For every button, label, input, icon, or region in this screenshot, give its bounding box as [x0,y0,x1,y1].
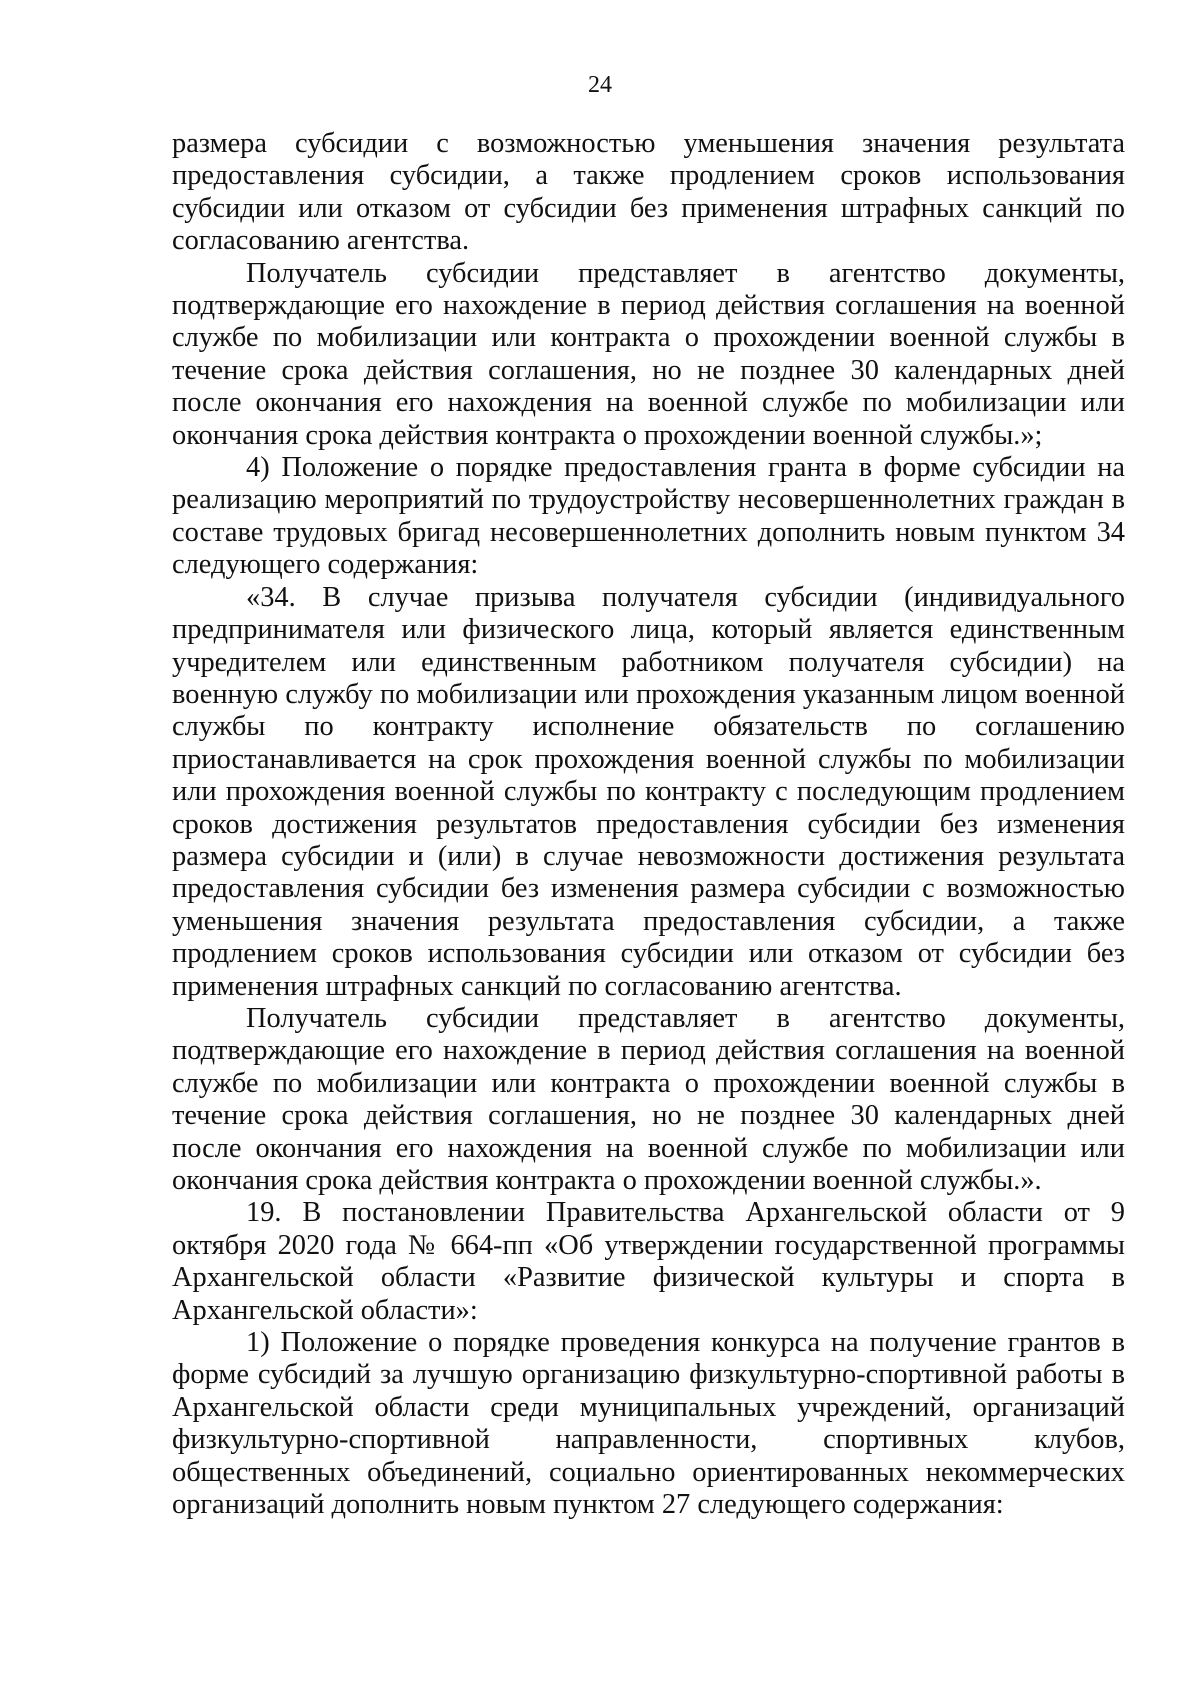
paragraph-item-19: 19. В постановлении Правительства Архангельской области от 9 октября 2020 года № 664-пп «Об утверждении государственной программы Архангельской области «Развитие физической культуры и спорта в Архангельской области»: [172,1197,1125,1326]
paragraph-recipient-documents-2: Получатель субсидии представляет в агентство документы, подтверждающие его нахождение в период действия соглашения на военной службе по мобилизации или контракта о прохождении военной службы в течение срока действия соглашения, но не позднее 30 календарных дней после окончания его нахождения на военной службе по мобилизации или окончания срока действия контракта о прохождении военной службы.». [172,1002,1125,1196]
page-number: 24 [588,72,612,98]
paragraph-continuation: размера субсидии с возможностью уменьшения значения результата предоставления субсидии, а также продлением сроков использования субсидии или отказом от субсидии без применения штрафных санкций по согласованию агентства. [172,128,1125,257]
paragraph-clause-34: «34. В случае призыва получателя субсидии (индивидуального предпринимателя или физического лица, который является единственным учредителем или единственным работником получателя субсидии) на военную службу по мобилизации или прохождения указанным лицом военной службы по контракту исполнение обязательств по соглашению приостанавливается на срок прохождения военной службы по мобилизации или прохождения военной службы по контракту с последующим продлением сроков достижения результатов предоставления субсидии без изменения размера субсидии и (или) в случае невозможности достижения результата предоставления субсидии без изменения размера субсидии с возможностью уменьшения значения результата предоставления субсидии, а также продлением сроков использования субсидии или отказом от субсидии без применения штрафных санкций по согласованию агентства. [172,581,1125,1002]
paragraph-item-19-1: 1) Положение о порядке проведения конкурса на получение грантов в форме субсидий за лучшую организацию физкультурно-спортивной работы в Архангельской области среди муниципальных учреждений, организаций физкультурно-спортивной направленности, спортивных клубов, общественных объединений, социально ориентированных некоммерческих организаций дополнить новым пунктом 27 следующего содержания: [172,1327,1125,1521]
paragraph-recipient-documents: Получатель субсидии представляет в агентство документы, подтверждающие его нахождение в период действия соглашения на военной службе по мобилизации или контракта о прохождении военной службы в течение срока действия соглашения, но не позднее 30 календарных дней после окончания его нахождения на военной службе по мобилизации или окончания срока действия контракта о прохождении военной службы.»; [172,257,1125,451]
document-body [172,128,1125,1521]
paragraph-item-4: 4) Положение о порядке предоставления гранта в форме субсидии на реализацию мероприятий по трудоустройству несовершеннолетних граждан в составе трудовых бригад несовершеннолетних дополнить новым пунктом 34 следующего содержания: [172,452,1125,581]
